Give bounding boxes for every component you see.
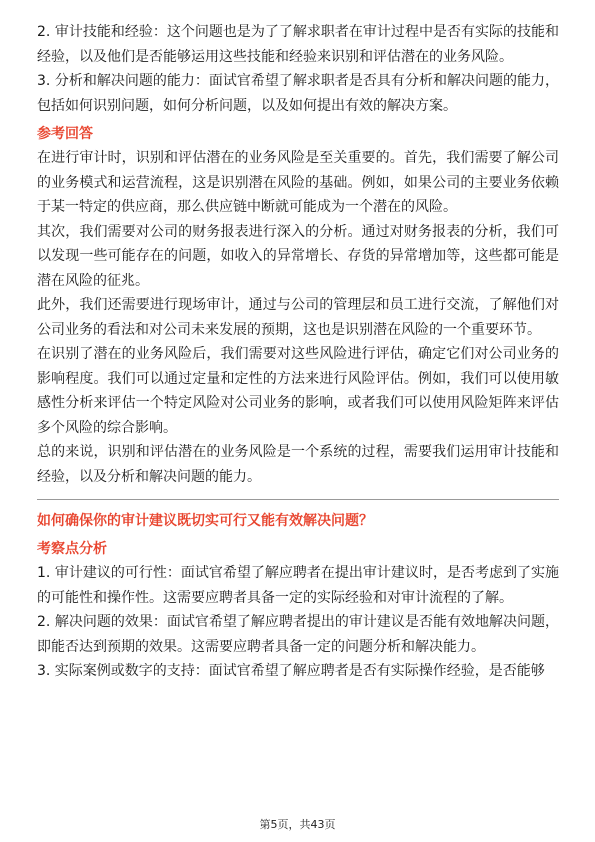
analysis-item: 1. 审计建议的可行性：面试官希望了解应聘者在提出审计建议时，是否考虑到了实施的可能性和操作性。这需要应聘者具备一定的实际经验和对审计流程的了解。 <box>37 565 559 606</box>
page-content <box>37 20 559 684</box>
analysis-item: 2. 解决问题的效果：面试官希望了解应聘者提出的审计建议是否能有效地解决问题，即能否达到预期的效果。这需要应聘者具备一定的问题分析和解决能力。 <box>37 614 559 655</box>
intro-item: 3. 分析和解决问题的能力：面试官希望了解求职者是否具有分析和解决问题的能力，包括如何识别问题，如何分析问题，以及如何提出有效的解决方案。 <box>37 73 559 114</box>
question-title: 如何确保你的审计建议既切实可行又能有效解决问题？ <box>37 513 373 529</box>
reference-paragraph: 总的来说，识别和评估潜在的业务风险是一个系统的过程，需要我们运用审计技能和经验，以及分析和解决问题的能力。 <box>37 444 559 485</box>
reference-paragraph: 在识别了潜在的业务风险后，我们需要对这些风险进行评估，确定它们对公司业务的影响程度。我们可以通过定量和定性的方法来进行风险评估。例如，我们可以使用敏感性分析来评估一个特定风险对公司业务的影响，或者我们可以使用风险矩阵来评估多个风险的综合影响。 <box>37 346 559 436</box>
section-divider <box>37 499 559 500</box>
reference-paragraph: 在进行审计时，识别和评估潜在的业务风险是至关重要的。首先，我们需要了解公司的业务模式和运营流程，这是识别潜在风险的基础。例如，如果公司的主要业务依赖于某一特定的供应商，那么供应链中断就可能成为一个潜在的风险。 <box>37 150 559 215</box>
analysis-heading: 考察点分析 <box>37 541 107 557</box>
reference-paragraph: 此外，我们还需要进行现场审计，通过与公司的管理层和员工进行交流，了解他们对公司业务的看法和对公司未来发展的预期，这也是识别潜在风险的一个重要环节。 <box>37 297 559 338</box>
analysis-item: 3. 实际案例或数字的支持：面试官希望了解应聘者是否有实际操作经验，是否能够 <box>37 663 545 679</box>
page-number: 第5页，共43页 <box>259 818 336 831</box>
intro-item: 2. 审计技能和经验：这个问题也是为了了解求职者在审计过程中是否有实际的技能和经验，以及他们是否能够运用这些技能和经验来识别和评估潜在的业务风险。 <box>37 24 559 65</box>
reference-heading: 参考回答 <box>37 126 93 142</box>
reference-paragraph: 其次，我们需要对公司的财务报表进行深入的分析。通过对财务报表的分析，我们可以发现一些可能存在的问题，如收入的异常增长、存货的异常增加等，这些都可能是潜在风险的征兆。 <box>37 223 559 289</box>
